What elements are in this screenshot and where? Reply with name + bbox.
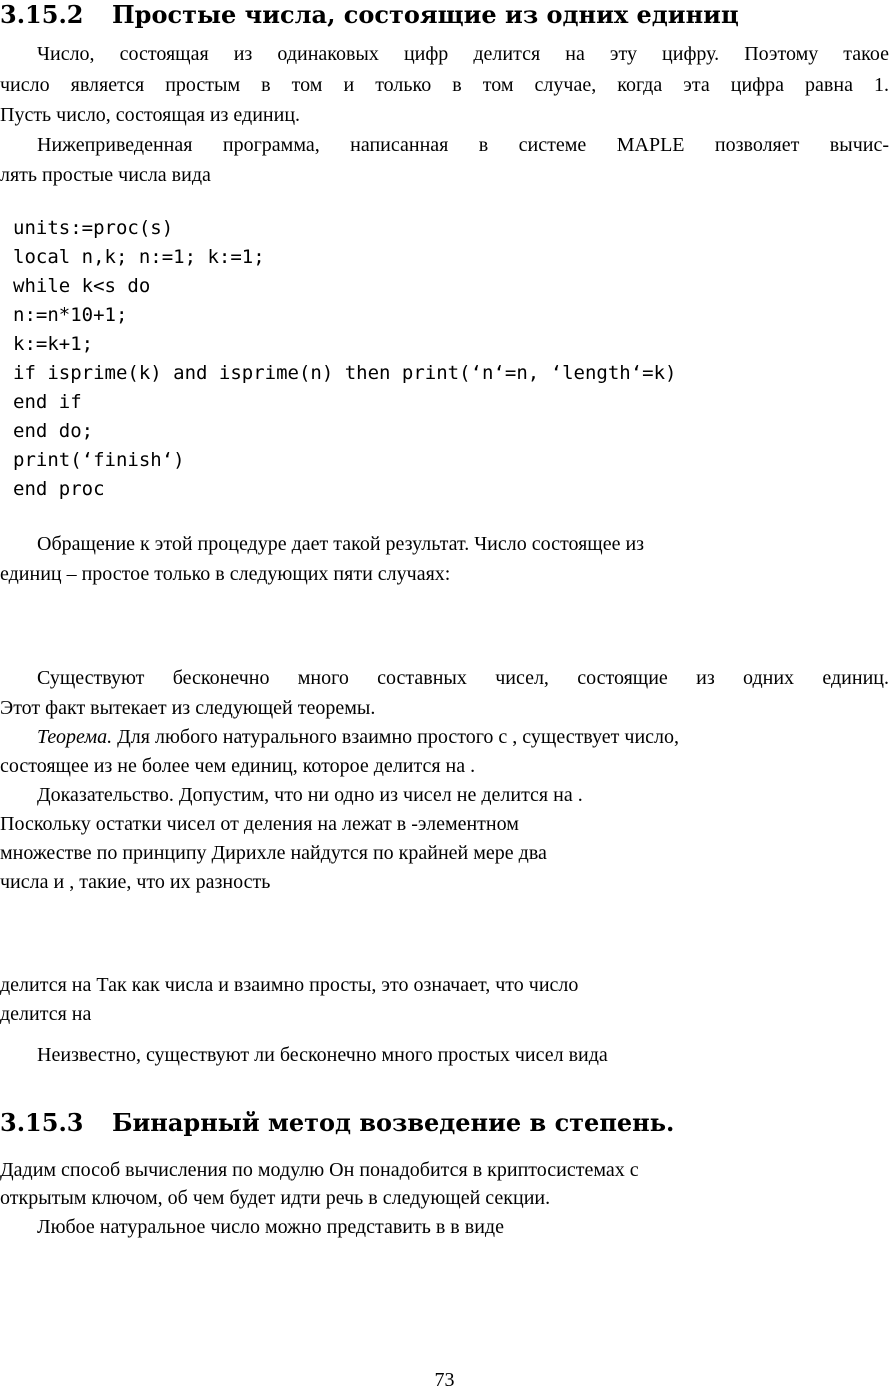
section-heading-3-15-2 <box>0 0 739 29</box>
paragraph-line: открытым ключом, об чем будет идти речь в следующей секции. <box>0 1187 551 1209</box>
paragraph-line: число является простым в том и только в том случае, когда эта цифра равна 1. <box>0 74 889 96</box>
section-heading-3-15-3 <box>0 1108 674 1137</box>
maple-code-listing <box>13 214 676 504</box>
code-line: n:=n*10+1; <box>13 304 128 326</box>
proof-line: делится на Так как числа и взаимно просты, это означает, что число <box>0 974 579 996</box>
paragraph-line: Этот факт вытекает из следующей теоремы. <box>0 697 376 719</box>
proof-line: множестве по принципу Дирихле найдутся по крайней мере два <box>0 842 547 864</box>
page-number: 73 <box>434 1369 455 1391</box>
paragraph-line: Дадим способ вычисления по модулю Он понадобится в криптосистемах с <box>0 1159 639 1181</box>
section-number: 3.15.3 <box>0 1108 84 1137</box>
proof-line: Доказательство. Допустим, что ни одно из чисел не делится на . <box>37 784 583 806</box>
paragraph-line: Пусть число, состоящая из единиц. <box>0 104 301 126</box>
paragraph-line: Любое натуральное число можно представить в в виде <box>37 1216 504 1238</box>
paragraph-line: Нижеприведенная программа, написанная в системе MAPLE позволяет вычис- <box>37 134 889 156</box>
code-line: print(‘finish‘) <box>13 449 185 471</box>
code-line: end do; <box>13 420 94 442</box>
code-line: k:=k+1; <box>13 333 94 355</box>
code-line: units:=proc(s) <box>13 217 174 239</box>
code-line: if isprime(k) and isprime(n) then print(‘n‘=n, ‘length‘=k) <box>13 362 677 384</box>
paragraph-line: лять простые числа вида <box>0 164 211 186</box>
code-line: while k<s do <box>13 275 151 297</box>
theorem-text: Для любого натурального взаимно простого с , существует число, <box>112 726 680 748</box>
theorem-line: состоящее из не более чем единиц, которое делится на . <box>0 755 476 777</box>
section-number: 3.15.2 <box>0 0 84 29</box>
theorem-label: Теорема. <box>37 726 113 748</box>
paragraph-line: единиц – простое только в следующих пяти случаях: <box>0 563 451 585</box>
theorem-line <box>37 725 679 749</box>
section-title: Простые числа, состоящие из одних единиц <box>112 0 739 29</box>
paragraph-line: Обращение к этой процедуре дает такой результат. Число состоящее из <box>37 533 645 555</box>
paragraph-line: Неизвестно, существуют ли бесконечно много простых чисел вида <box>37 1044 608 1066</box>
section-title: Бинарный метод возведение в степень. <box>112 1108 675 1137</box>
paragraph-line: Существуют бесконечно много составных чисел, состоящие из одних единиц. <box>37 667 889 689</box>
code-line: end proc <box>13 478 105 500</box>
proof-line: числа и , такие, что их разность <box>0 871 271 893</box>
proof-line: Поскольку остатки чисел от деления на лежат в -элементном <box>0 813 519 835</box>
paragraph-line: Число, состоящая из одинаковых цифр делится на эту цифру. Поэтому такое <box>37 43 889 65</box>
proof-line: делится на <box>0 1003 92 1025</box>
code-line: end if <box>13 391 82 413</box>
code-line: local n,k; n:=1; k:=1; <box>13 246 265 268</box>
